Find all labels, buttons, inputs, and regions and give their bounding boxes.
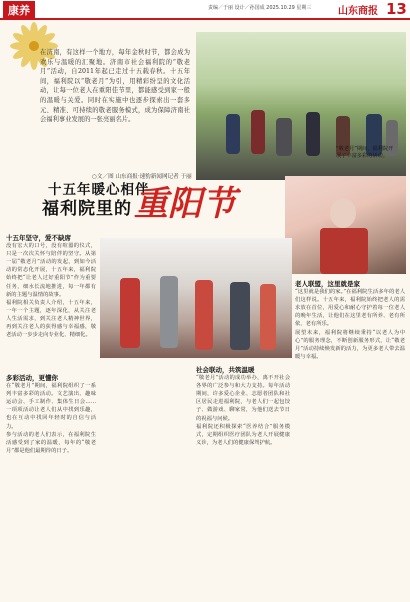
article-section-3	[196, 366, 290, 447]
paragraph: “敬老月”活动的成功举办，离不开社会各界的广泛参与和大力支持。每年活动期间，许多爱心企业、志愿者团队和社区居民走进福利院，与老人们一起包饺子、做游戏、聊家常，为他们送去节日的祝福与问候。	[196, 375, 290, 422]
article-section-2	[6, 374, 96, 455]
byline-credit: ○文／图 山东商报·速豹新闻网记者 于丽	[92, 174, 192, 180]
section-tag: 康养	[3, 1, 35, 19]
section-heading: 社会联动，共筑温暖	[196, 366, 255, 374]
article-section-4	[295, 280, 405, 361]
paragraph: 参与活动的老人们表示，在福利院生活感受到了家的温暖，每年的“敬老月”都是他们最期待的日子。	[6, 431, 96, 454]
section-heading: 多彩活动，更懂你	[6, 374, 58, 382]
article-column-filler	[100, 366, 192, 596]
newspaper-brand: 山东商报	[338, 6, 378, 17]
photo-elderly-woman	[285, 176, 406, 274]
photo-corridor-activity	[100, 238, 292, 358]
paragraph: 福利院还积极探索“医养结合”服务模式，定期组织医疗团队为老人开展健康义诊，为老人们的健康保驾护航。	[196, 423, 290, 446]
headline-main: 福利院里的	[42, 199, 132, 219]
photo-caption: “敬老月”期间，福利院开展了丰富多彩的活动。	[336, 146, 394, 159]
paragraph: “这里就是我们的家。”在福利院生活多年的老人们这样说。十五年来，福利院始终把老人的需求放在首位，用爱心和耐心守护着每一位老人的晚年生活，让他们在这里老有所养、老有所依、老有所乐。	[295, 289, 405, 328]
section-heading: 十五年坚守，爱不缺席	[6, 234, 71, 242]
lead-paragraph: 在济南，有这样一个地方，每年金秋时节，都会成为欢乐与温暖的汇聚地。济南市社会福利院的“敬老月”活动，自2011年起已走过十五载春秋。十五年间，福利院以“敬老月”为引，用精彩纷呈的文化活动，让每一位老人在重阳佳节里，都能感受到家一般的温暖与关爱。同时在实施中也逐步探索出一套多元、精准、可持续的敬老服务模式，成为保障济南社会福利事业发展的一张亮丽名片。	[40, 49, 190, 124]
paragraph: 没有宏大的口号，没有喧嚣的仪式，只是一次次关怀与陪伴的坚守。从第一届“敬老月”活动的发起，到如今活动的常态化开展，十五年来，福利院始终把“让老人过好重阳节”作为重要任务，细水长流地推进，每一年都有新的主题与温情的故事。	[6, 243, 96, 298]
page-number: 13	[386, 0, 407, 18]
paragraph: 展望未来，福利院将继续秉持“以老人为中心”的服务理念，不断创新服务形式，让“敬老月”活动持续焕发新的活力，为更多老人带去温暖与幸福。	[295, 329, 405, 360]
issue-meta: 责编／于丽 设计／孙国成 2025.10.29 星期三	[208, 5, 312, 11]
paragraph: 在“敬老月”期间，福利院组织了一系列丰富多彩的活动。文艺演出、趣味运动会、手工制作、集体生日会……一项项活动让老人们从中找到乐趣，也在互动中找回年轻时的自信与活力。	[6, 383, 96, 430]
section-heading: 老人联盟，这里就是家	[295, 280, 360, 288]
page-header	[0, 0, 410, 20]
article-section-1	[6, 234, 96, 339]
paragraph: 福利院相关负责人介绍，十五年来，一年一个主题，逐年深化，从关注老人生活需求，到关注老人精神世界，再到关注老人的获得感与幸福感，敬老活动一步步走向专业化、精细化。	[6, 299, 96, 339]
headline-kicker: 十五年暖心相伴	[48, 182, 150, 198]
headline-accent: 重阳节	[134, 184, 236, 224]
